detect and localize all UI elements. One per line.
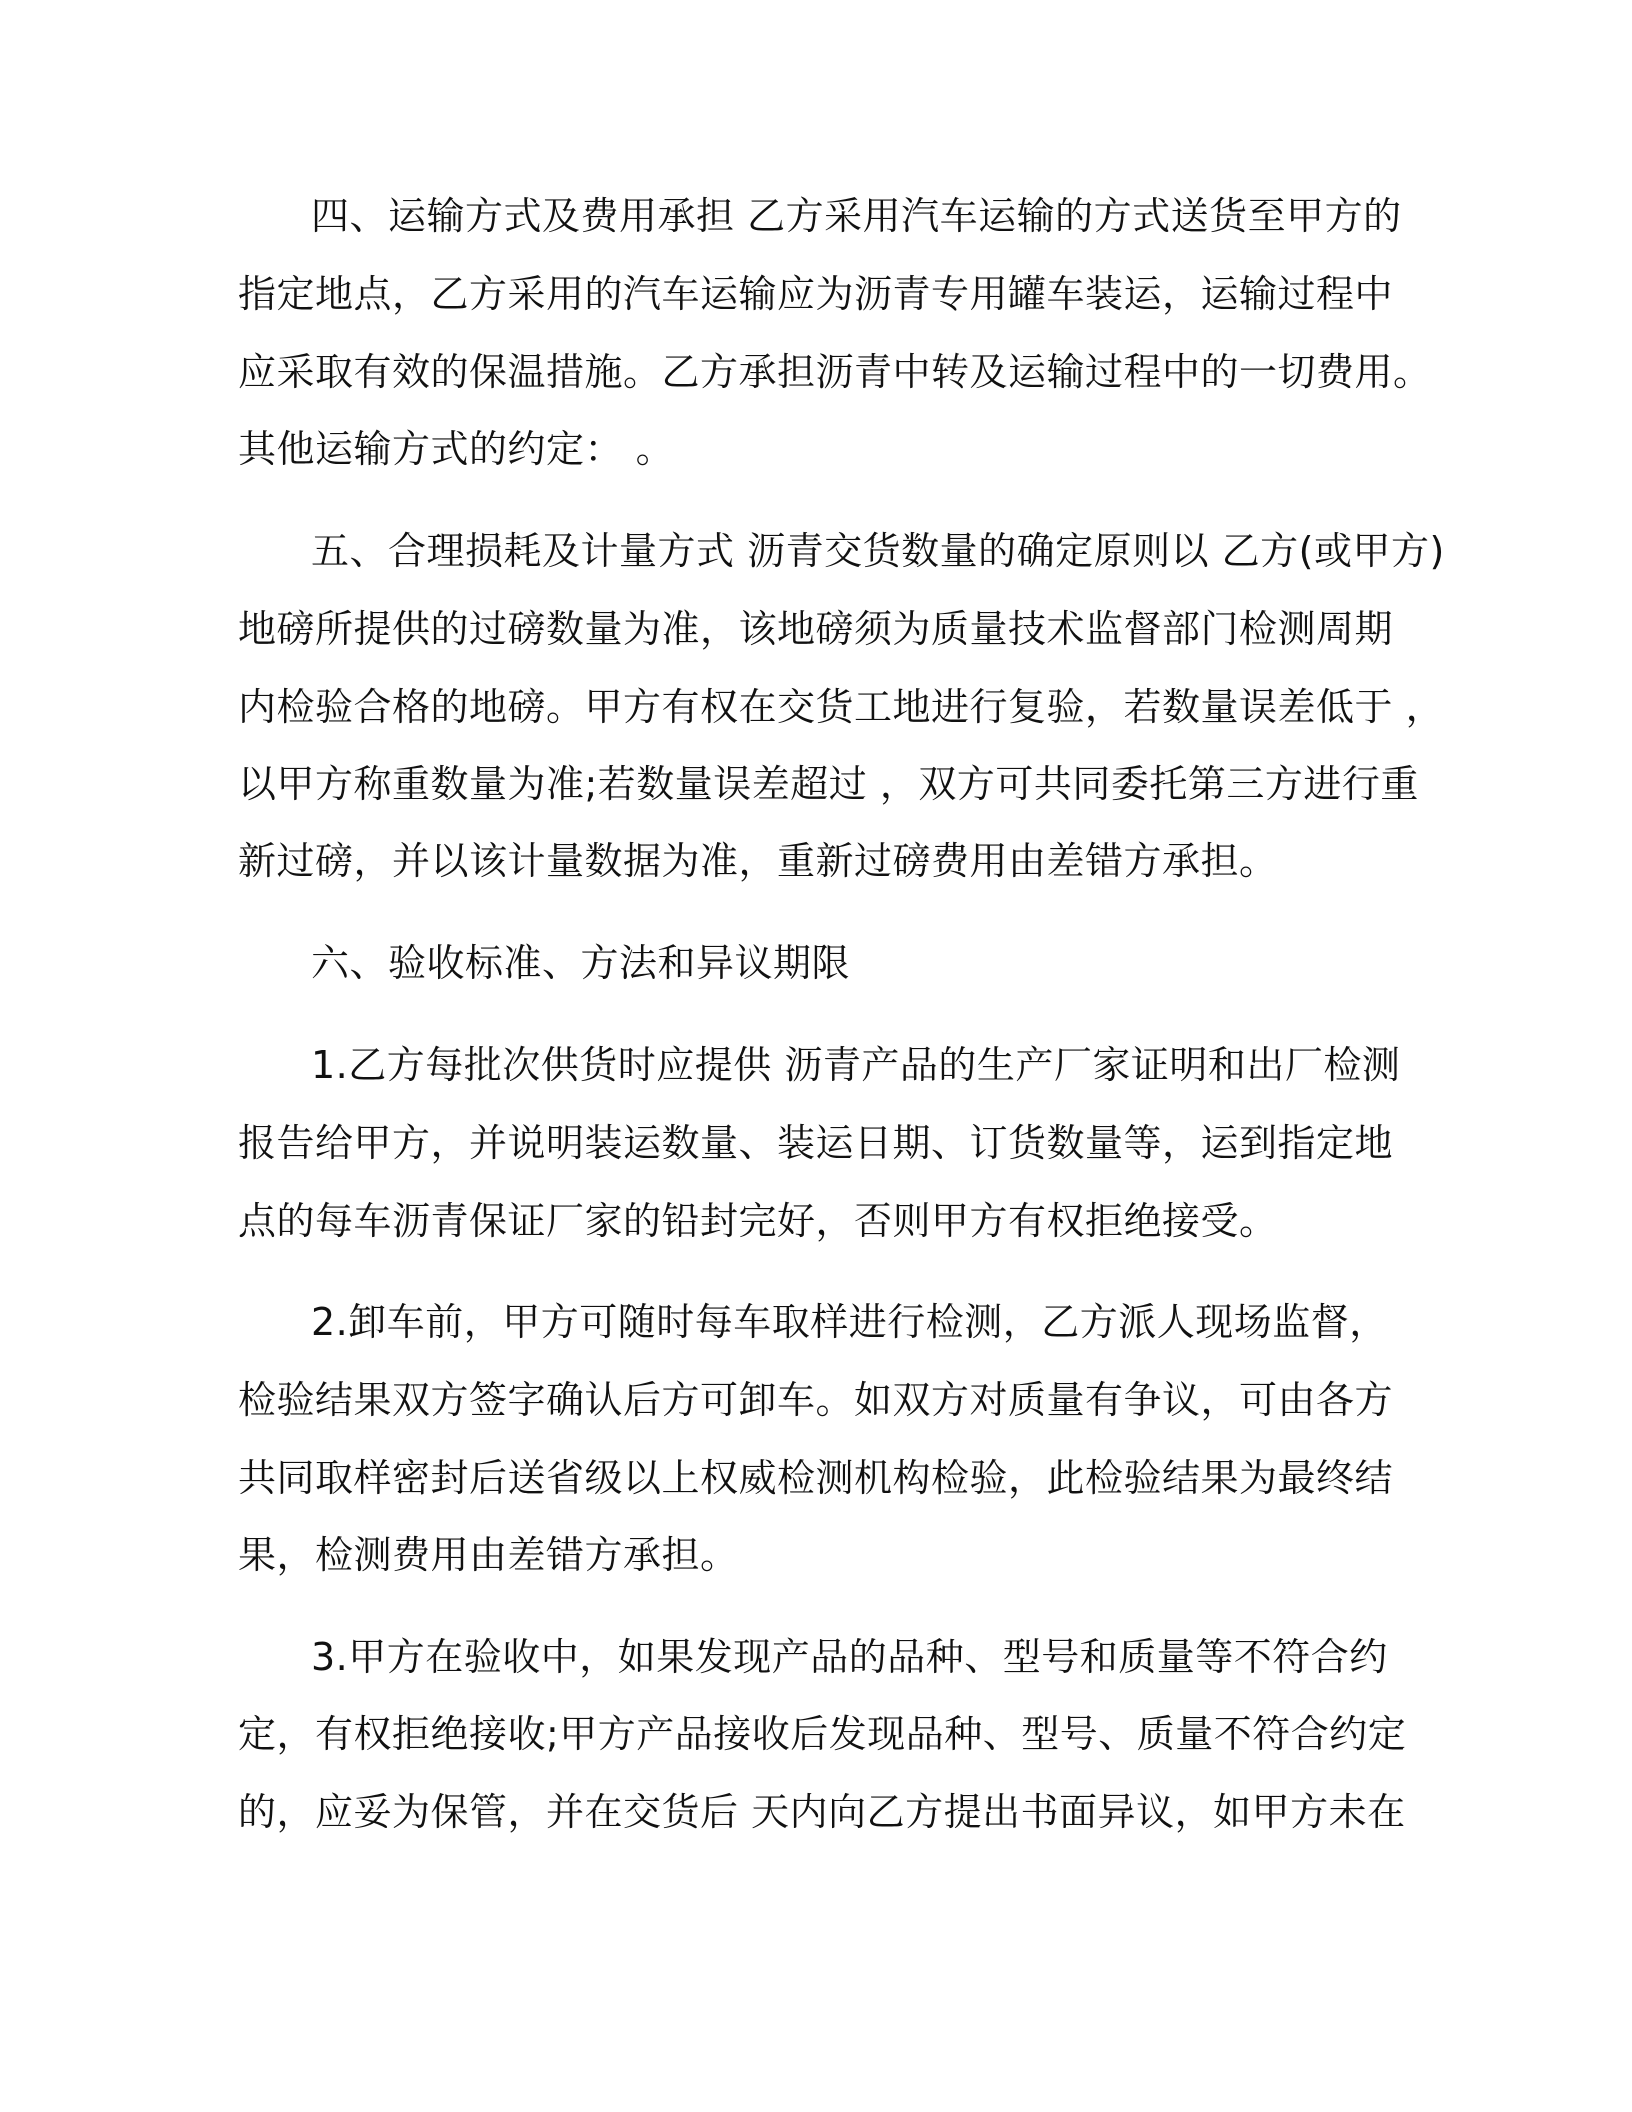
text-line: 五、合理损耗及计量方式 沥青交货数量的确定原则以 乙方(或甲方) (311, 529, 1445, 573)
text-line: 3.甲方在验收中，如果发现产品的品种、型号和质量等不符合约 (311, 1635, 1388, 1679)
text-line: 定，有权拒绝接收;甲方产品接收后发现品种、型号、质量不符合约定 (238, 1712, 1407, 1756)
text-line: 指定地点，乙方采用的汽车运输应为沥青专用罐车装运，运输过程中 (238, 272, 1394, 316)
text-line: 以甲方称重数量为准;若数量误差超过 ，双方可共同委托第三方进行重 (238, 762, 1419, 806)
text-line: 内检验合格的地磅。甲方有权在交货工地进行复验，若数量误差低于 ， (238, 685, 1445, 729)
text-line: 2.卸车前，甲方可随时每车取样进行检测，乙方派人现场监督， (311, 1300, 1388, 1344)
text-line: 应采取有效的保温措施。乙方承担沥青中转及运输过程中的一切费用。 (238, 350, 1432, 394)
text-line: 新过磅，并以该计量数据为准，重新过磅费用由差错方承担。 (238, 839, 1278, 883)
text-line: 果，检测费用由差错方承担。 (238, 1533, 739, 1577)
text-line: 报告给甲方，并说明装运数量、装运日期、订货数量等，运到指定地 (238, 1121, 1394, 1165)
text-line: 地磅所提供的过磅数量为准，该地磅须为质量技术监督部门检测周期 (238, 607, 1394, 651)
text-line: 的，应妥为保管，并在交货后 天内向乙方提出书面异议，如甲方未在 (238, 1790, 1406, 1834)
section-heading: 六、验收标准、方法和异议期限 (311, 941, 851, 985)
text-line: 1.乙方每批次供货时应提供 沥青产品的生产厂家证明和出厂检测 (311, 1043, 1401, 1087)
text-line: 检验结果双方签字确认后方可卸车。如双方对质量有争议，可由各方 (238, 1378, 1394, 1422)
text-line: 四、运输方式及费用承担 乙方采用汽车运输的方式送货至甲方的 (311, 194, 1402, 238)
text-line: 点的每车沥青保证厂家的铅封完好，否则甲方有权拒绝接受。 (238, 1199, 1278, 1243)
text-line: 共同取样密封后送省级以上权威检测机构检验，此检验结果为最终结 (238, 1456, 1394, 1500)
text-line: 其他运输方式的约定： 。 (238, 427, 675, 471)
